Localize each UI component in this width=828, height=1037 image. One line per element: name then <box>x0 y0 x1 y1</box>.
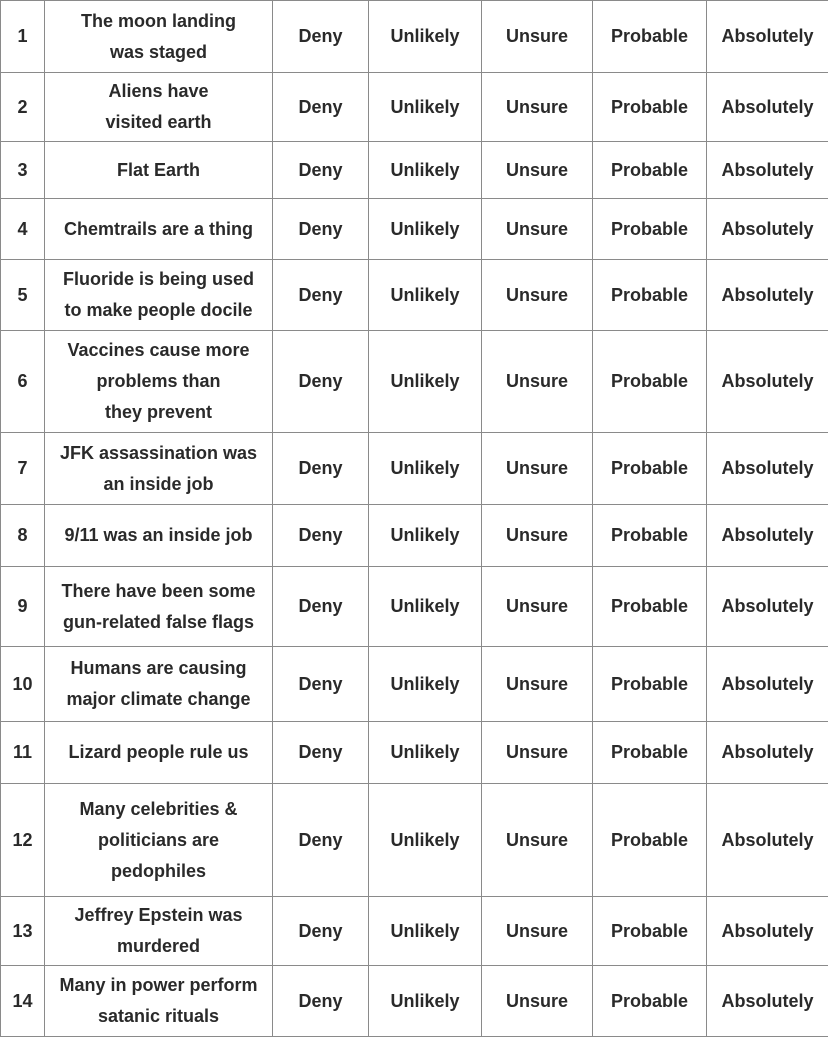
statement-cell <box>45 331 273 433</box>
option-unsure-cell[interactable]: Unsure <box>482 784 593 897</box>
table-row <box>1 142 828 199</box>
option-unlikely-cell[interactable]: Unlikely <box>369 331 482 433</box>
table-row <box>1 505 828 567</box>
option-unlikely-cell[interactable]: Unlikely <box>369 784 482 897</box>
statement-text-line: Fluoride is being used <box>47 264 270 295</box>
option-unlikely-cell[interactable]: Unlikely <box>369 647 482 722</box>
option-probable-cell[interactable]: Probable <box>593 199 707 260</box>
option-deny-cell[interactable]: Deny <box>273 1 369 73</box>
option-deny-cell[interactable]: Deny <box>273 142 369 199</box>
statement-text-line: There have been some <box>47 576 270 607</box>
option-unsure-cell[interactable]: Unsure <box>482 647 593 722</box>
option-unsure-cell[interactable]: Unsure <box>482 142 593 199</box>
option-unlikely-cell[interactable]: Unlikely <box>369 505 482 567</box>
option-deny-cell[interactable]: Deny <box>273 897 369 966</box>
option-absolutely-cell[interactable]: Absolutely <box>707 142 828 199</box>
option-absolutely-cell[interactable]: Absolutely <box>707 331 828 433</box>
option-unsure-cell[interactable]: Unsure <box>482 966 593 1037</box>
statement-text-line: they prevent <box>47 397 270 428</box>
option-deny-cell[interactable]: Deny <box>273 331 369 433</box>
row-number: 10 <box>1 647 45 722</box>
statement-cell <box>45 433 273 505</box>
statement-text-line: Vaccines cause more <box>47 335 270 366</box>
row-number: 9 <box>1 567 45 647</box>
option-absolutely-cell[interactable]: Absolutely <box>707 505 828 567</box>
row-number: 2 <box>1 73 45 142</box>
option-unlikely-cell[interactable]: Unlikely <box>369 966 482 1037</box>
option-deny-cell[interactable]: Deny <box>273 73 369 142</box>
option-unsure-cell[interactable]: Unsure <box>482 433 593 505</box>
option-deny-cell[interactable]: Deny <box>273 199 369 260</box>
option-unsure-cell[interactable]: Unsure <box>482 331 593 433</box>
table-row <box>1 647 828 722</box>
table-row <box>1 260 828 331</box>
table-row <box>1 433 828 505</box>
table-row <box>1 897 828 966</box>
statement-cell <box>45 897 273 966</box>
option-probable-cell[interactable]: Probable <box>593 722 707 784</box>
option-unsure-cell[interactable]: Unsure <box>482 199 593 260</box>
statement-cell <box>45 73 273 142</box>
option-unlikely-cell[interactable]: Unlikely <box>369 260 482 331</box>
row-number: 7 <box>1 433 45 505</box>
statement-text-line: JFK assassination was <box>47 438 270 469</box>
row-number: 8 <box>1 505 45 567</box>
option-probable-cell[interactable]: Probable <box>593 331 707 433</box>
option-probable-cell[interactable]: Probable <box>593 647 707 722</box>
option-unlikely-cell[interactable]: Unlikely <box>369 199 482 260</box>
statement-text-line: Humans are causing <box>47 653 270 684</box>
statement-text-line: pedophiles <box>47 856 270 887</box>
option-unsure-cell[interactable]: Unsure <box>482 260 593 331</box>
row-number: 1 <box>1 1 45 73</box>
statement-text-line: Jeffrey Epstein was <box>47 900 270 931</box>
statement-cell <box>45 1 273 73</box>
statement-text-line: major climate change <box>47 684 270 715</box>
row-number: 13 <box>1 897 45 966</box>
statement-text-line: visited earth <box>47 107 270 138</box>
statement-text-line: gun-related false flags <box>47 607 270 638</box>
statement-text-line: Many celebrities & <box>47 794 270 825</box>
statement-cell <box>45 722 273 784</box>
statement-text-line: satanic rituals <box>47 1001 270 1032</box>
option-probable-cell[interactable]: Probable <box>593 433 707 505</box>
option-deny-cell[interactable]: Deny <box>273 722 369 784</box>
option-absolutely-cell[interactable]: Absolutely <box>707 1 828 73</box>
option-unsure-cell[interactable]: Unsure <box>482 73 593 142</box>
option-absolutely-cell[interactable]: Absolutely <box>707 567 828 647</box>
statement-text-line: an inside job <box>47 469 270 500</box>
row-number: 6 <box>1 331 45 433</box>
option-probable-cell[interactable]: Probable <box>593 567 707 647</box>
option-deny-cell[interactable]: Deny <box>273 784 369 897</box>
statement-cell <box>45 966 273 1037</box>
statement-cell <box>45 260 273 331</box>
row-number: 5 <box>1 260 45 331</box>
table-row <box>1 199 828 260</box>
statement-cell <box>45 567 273 647</box>
statement-text-line: Lizard people rule us <box>47 737 270 768</box>
statement-text-line: Flat Earth <box>47 155 270 186</box>
option-absolutely-cell[interactable]: Absolutely <box>707 433 828 505</box>
table-row <box>1 331 828 433</box>
table-row <box>1 722 828 784</box>
statement-cell <box>45 505 273 567</box>
table-row <box>1 784 828 897</box>
option-unlikely-cell[interactable]: Unlikely <box>369 142 482 199</box>
row-number: 14 <box>1 966 45 1037</box>
option-deny-cell[interactable]: Deny <box>273 505 369 567</box>
option-probable-cell[interactable]: Probable <box>593 897 707 966</box>
statement-text-line: Chemtrails are a thing <box>47 214 270 245</box>
option-unsure-cell[interactable]: Unsure <box>482 897 593 966</box>
option-probable-cell[interactable]: Probable <box>593 784 707 897</box>
option-unsure-cell[interactable]: Unsure <box>482 1 593 73</box>
option-unsure-cell[interactable]: Unsure <box>482 567 593 647</box>
option-deny-cell[interactable]: Deny <box>273 567 369 647</box>
table-row <box>1 966 828 1037</box>
option-absolutely-cell[interactable]: Absolutely <box>707 722 828 784</box>
option-unsure-cell[interactable]: Unsure <box>482 722 593 784</box>
statement-cell <box>45 647 273 722</box>
table-row <box>1 567 828 647</box>
option-absolutely-cell[interactable]: Absolutely <box>707 966 828 1037</box>
option-unlikely-cell[interactable]: Unlikely <box>369 73 482 142</box>
option-unlikely-cell[interactable]: Unlikely <box>369 897 482 966</box>
option-probable-cell[interactable]: Probable <box>593 1 707 73</box>
statement-cell <box>45 199 273 260</box>
option-deny-cell[interactable]: Deny <box>273 433 369 505</box>
option-deny-cell[interactable]: Deny <box>273 647 369 722</box>
option-deny-cell[interactable]: Deny <box>273 260 369 331</box>
option-probable-cell[interactable]: Probable <box>593 142 707 199</box>
option-probable-cell[interactable]: Probable <box>593 966 707 1037</box>
statement-text-line: murdered <box>47 931 270 962</box>
option-unlikely-cell[interactable]: Unlikely <box>369 1 482 73</box>
statement-text-line: to make people docile <box>47 295 270 326</box>
row-number: 4 <box>1 199 45 260</box>
table-row <box>1 73 828 142</box>
option-probable-cell[interactable]: Probable <box>593 73 707 142</box>
option-unlikely-cell[interactable]: Unlikely <box>369 433 482 505</box>
statement-text-line: was staged <box>47 37 270 68</box>
row-number: 12 <box>1 784 45 897</box>
option-absolutely-cell[interactable]: Absolutely <box>707 784 828 897</box>
statement-text-line: The moon landing <box>47 6 270 37</box>
option-probable-cell[interactable]: Probable <box>593 505 707 567</box>
statement-cell <box>45 142 273 199</box>
statement-text-line: Aliens have <box>47 76 270 107</box>
statement-text-line: Many in power perform <box>47 970 270 1001</box>
option-absolutely-cell[interactable]: Absolutely <box>707 897 828 966</box>
option-unlikely-cell[interactable]: Unlikely <box>369 722 482 784</box>
table-row <box>1 1 828 73</box>
option-absolutely-cell[interactable]: Absolutely <box>707 647 828 722</box>
row-number: 11 <box>1 722 45 784</box>
option-absolutely-cell[interactable]: Absolutely <box>707 260 828 331</box>
statement-cell <box>45 784 273 897</box>
option-deny-cell[interactable]: Deny <box>273 966 369 1037</box>
option-absolutely-cell[interactable]: Absolutely <box>707 199 828 260</box>
statement-text-line: problems than <box>47 366 270 397</box>
statement-text-line: politicians are <box>47 825 270 856</box>
option-probable-cell[interactable]: Probable <box>593 260 707 331</box>
option-unlikely-cell[interactable]: Unlikely <box>369 567 482 647</box>
row-number: 3 <box>1 142 45 199</box>
statement-text-line: 9/11 was an inside job <box>47 520 270 551</box>
option-absolutely-cell[interactable]: Absolutely <box>707 73 828 142</box>
option-unsure-cell[interactable]: Unsure <box>482 505 593 567</box>
